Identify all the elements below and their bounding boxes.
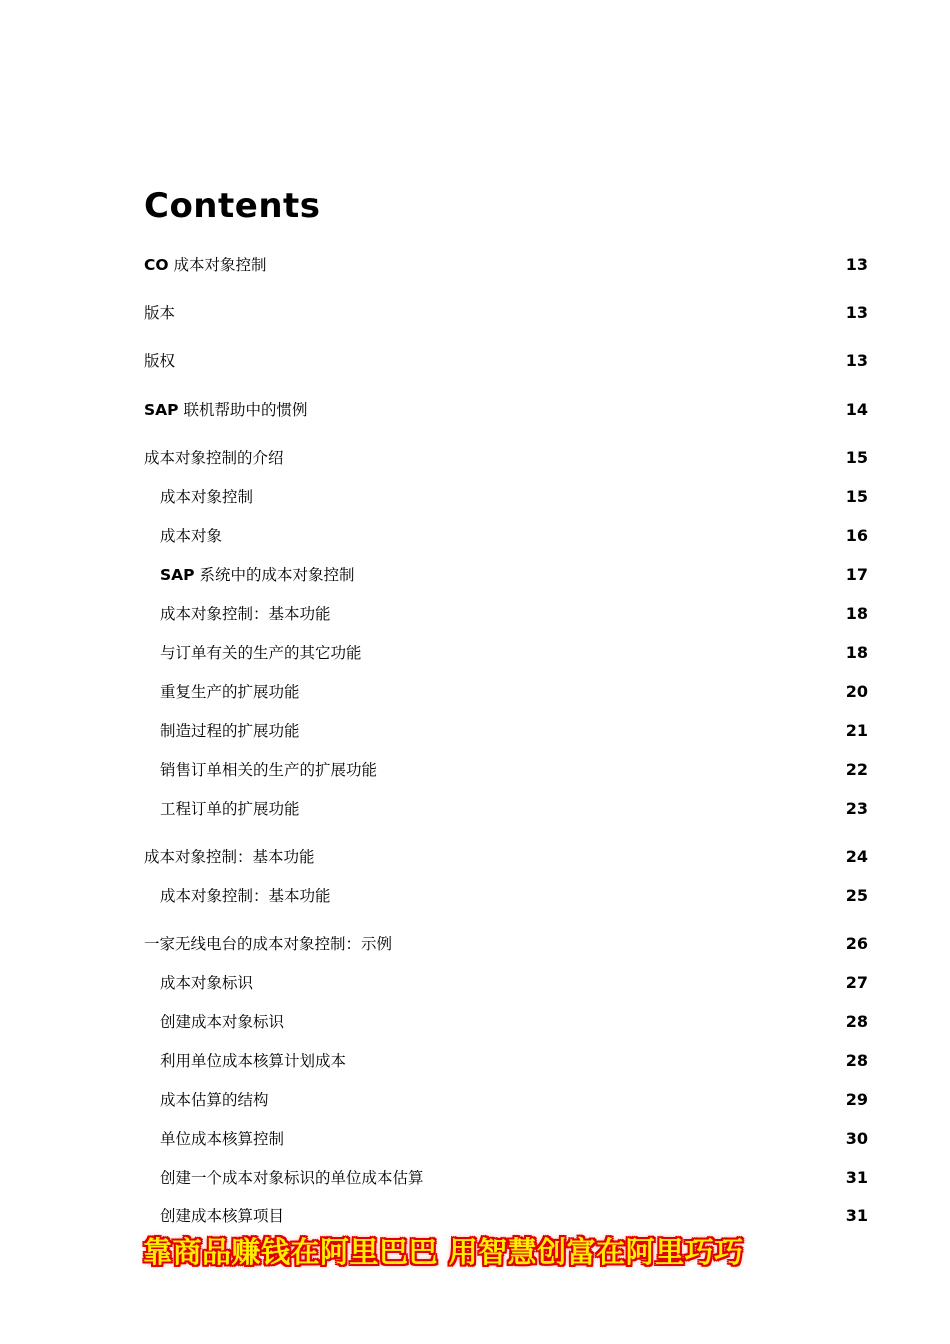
toc-entry-title: 创建一个成本对象标识的单位成本估算	[160, 1169, 424, 1187]
toc-entry-title: 版权	[144, 352, 176, 370]
toc-entry-title: 版本	[144, 304, 176, 322]
toc-entry-page-number: 16	[845, 526, 868, 545]
toc-entry-page-number: 18	[845, 604, 868, 623]
toc-entry[interactable]	[144, 641, 868, 665]
toc-entry-page-number: 31	[845, 1168, 868, 1187]
toc-entry-title: 一家无线电台的成本对象控制：示例	[144, 935, 393, 953]
toc-entry-page-number: 27	[845, 973, 868, 992]
toc-entry[interactable]	[144, 719, 868, 743]
toc-entry-page-number: 26	[845, 934, 868, 953]
toc-entry[interactable]	[144, 758, 868, 782]
toc-entry[interactable]	[144, 349, 868, 373]
toc-entry-title: 利用单位成本核算计划成本	[160, 1052, 347, 1070]
toc-entry-title: 创建成本核算项目	[160, 1207, 285, 1225]
toc-entry-title: 重复生产的扩展功能	[160, 683, 300, 701]
toc-entry-page-number: 23	[845, 799, 868, 818]
toc-entry-title: 工程订单的扩展功能	[160, 800, 300, 818]
toc-entry-title: 成本对象控制的介绍	[144, 449, 284, 467]
toc-entry-title: 成本对象标识	[160, 974, 254, 992]
toc-entry[interactable]	[144, 1166, 868, 1190]
toc-entry[interactable]	[144, 932, 868, 956]
toc-entry-title: 成本对象控制：基本功能	[160, 887, 331, 905]
toc-entry-page-number: 13	[845, 303, 868, 322]
toc-entry-title: SAP 联机帮助中的惯例	[144, 401, 308, 419]
toc-entry[interactable]	[144, 301, 868, 325]
toc-entry-page-number: 28	[845, 1051, 868, 1070]
toc-entry-title: 成本对象控制：基本功能	[144, 848, 315, 866]
toc-entry[interactable]	[144, 797, 868, 821]
toc-entry[interactable]	[144, 884, 868, 908]
toc-entry-title: CO 成本对象控制	[144, 256, 267, 274]
toc-entry[interactable]	[144, 845, 868, 869]
toc-entry-page-number: 15	[845, 487, 868, 506]
toc-entry-title: 单位成本核算控制	[160, 1130, 285, 1148]
toc-entry-page-number: 13	[845, 351, 868, 370]
toc-entry[interactable]	[144, 524, 868, 548]
toc-entry-title: 创建成本对象标识	[160, 1013, 285, 1031]
toc-entry-title: 制造过程的扩展功能	[160, 722, 300, 740]
toc-entry[interactable]	[144, 1010, 868, 1034]
toc-entry-page-number: 15	[845, 448, 868, 467]
toc-entry-page-number: 31	[845, 1206, 868, 1225]
toc-entry-page-number: 14	[845, 400, 868, 419]
toc-entry[interactable]	[144, 971, 868, 995]
toc-entry-title: 与订单有关的生产的其它功能	[160, 644, 362, 662]
toc-entry[interactable]	[144, 1049, 868, 1073]
toc-entry[interactable]	[144, 485, 868, 509]
toc-entry-page-number: 30	[845, 1129, 868, 1148]
toc-entry-page-number: 20	[845, 682, 868, 701]
toc-entry-page-number: 29	[845, 1090, 868, 1109]
toc-entry-title: 成本对象	[160, 527, 223, 545]
toc-entry[interactable]	[144, 563, 868, 587]
toc-entry-page-number: 21	[845, 721, 868, 740]
promo-banner: 靠商品赚钱在阿里巴巴 用智慧创富在阿里巧巧	[143, 1235, 744, 1269]
toc-entry-title: 成本估算的结构	[160, 1091, 269, 1109]
contents-heading: Contents	[144, 186, 321, 226]
toc-entry[interactable]	[144, 602, 868, 626]
toc-entry-page-number: 22	[845, 760, 868, 779]
toc-entry-page-number: 17	[845, 565, 868, 584]
toc-entry-title: 成本对象控制：基本功能	[160, 605, 331, 623]
toc-entry-title: SAP 系统中的成本对象控制	[160, 566, 355, 584]
toc-entry-page-number: 24	[845, 847, 868, 866]
toc-entry-page-number: 25	[845, 886, 868, 905]
toc-entry-page-number: 13	[845, 255, 868, 274]
toc-entry[interactable]	[144, 1204, 868, 1228]
toc-entry[interactable]	[144, 446, 868, 470]
toc-entry-title: 销售订单相关的生产的扩展功能	[160, 761, 378, 779]
toc-entry[interactable]	[144, 253, 868, 277]
toc-entry[interactable]	[144, 398, 868, 422]
toc-entry[interactable]	[144, 680, 868, 704]
toc-entry-title: 成本对象控制	[160, 488, 254, 506]
toc-entry[interactable]	[144, 1127, 868, 1151]
toc-entry[interactable]	[144, 1088, 868, 1112]
toc-entry-page-number: 28	[845, 1012, 868, 1031]
toc-entry-page-number: 18	[845, 643, 868, 662]
